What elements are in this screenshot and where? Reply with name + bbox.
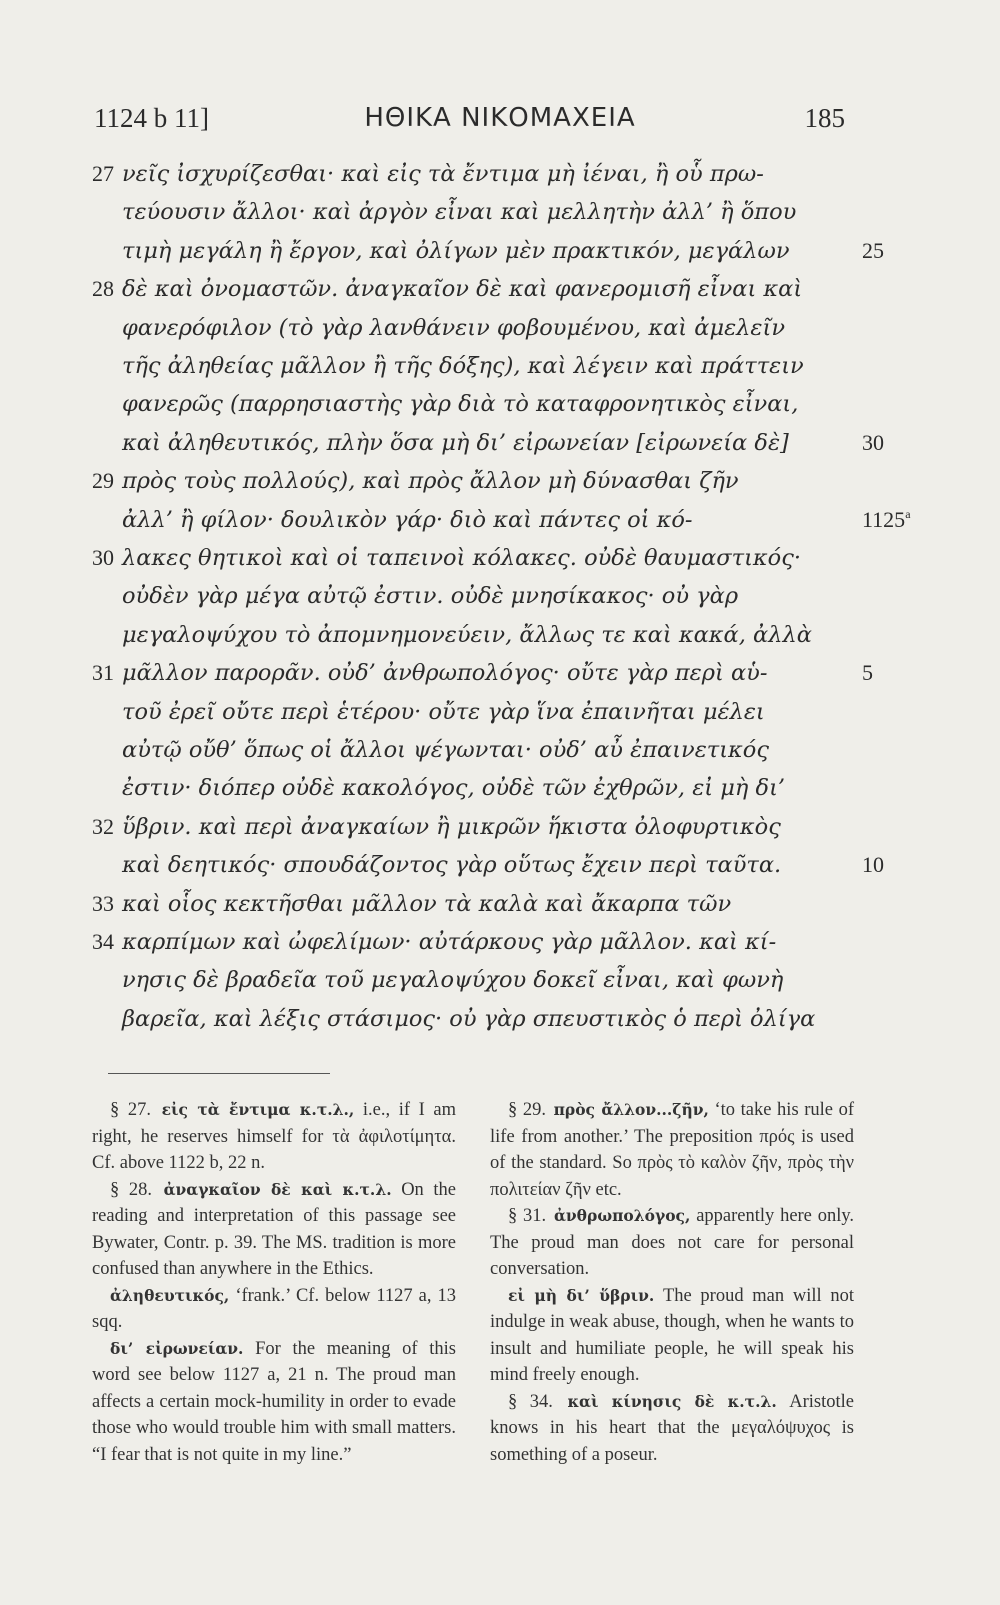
footnote-body: ‘frank.’ Cf. below 1127 a, 13 sqq.: [92, 1285, 456, 1332]
text-line: [92, 999, 852, 1039]
bekker-column-letter: a: [905, 507, 911, 521]
footnote-rule: [108, 1073, 330, 1074]
text-line: [92, 538, 852, 578]
text-line: [92, 768, 852, 808]
footnote-lemma: πρὸς ἄλλον...ζῆν,: [553, 1100, 709, 1119]
text-line: [92, 346, 852, 386]
section-number: 31: [92, 660, 114, 685]
footnote: [490, 1389, 854, 1469]
notes-column-left: [92, 1097, 456, 1468]
footnote-body: i.e., if I am right, he reserves himself for τὰ ἀφιλοτίμητα. Cf. above 1122 b, 22 n.: [92, 1100, 457, 1173]
text-line: [92, 192, 852, 232]
text-line: [92, 461, 852, 501]
section-number: 33: [92, 891, 114, 916]
text-line: [92, 922, 852, 962]
line-text: αὐτῷ οὔθ’ ὅπως οἱ ἄλλοι ψέγωνται· οὐδ’ αὖ ἐπαινετικός: [122, 737, 769, 763]
line-text: καὶ οἷος κεκτῆσθαι μᾶλλον τὰ καλὰ καὶ ἄκαρπα τῶν: [122, 891, 732, 917]
bekker-number: 10: [862, 852, 884, 877]
footnote-section: § 31.: [508, 1206, 547, 1226]
section-number: 27: [92, 161, 114, 186]
bekker-number: 25: [862, 238, 884, 263]
line-text: λακες θητικοὶ καὶ οἱ ταπεινοὶ κόλακες. οὐδὲ θαυμαστικός·: [122, 545, 801, 571]
footnote: [92, 1283, 456, 1336]
text-line: [92, 730, 852, 770]
text-line: [92, 154, 852, 194]
text-line: [92, 845, 852, 885]
line-text: μᾶλλον παρορᾶν. οὐδ’ ἀνθρωπολόγος· οὔτε γὰρ περὶ αὑ-: [122, 660, 768, 686]
line-text: μεγαλοψύχου τὸ ἀπομνημονεύειν, ἄλλως τε καὶ κακά, ἀλλὰ: [122, 622, 812, 648]
footnote-body: The proud man will not indulge in weak abuse, though, when he wants to insult and humiliate people, he will speak his mind freely enough.: [490, 1285, 854, 1385]
footnote-section: § 27.: [110, 1100, 151, 1120]
text-line: [92, 500, 852, 540]
text-line: [92, 384, 852, 424]
text-line: [92, 423, 852, 463]
bekker-line-number: [862, 423, 884, 463]
footnote-lemma: εἰ μὴ δι’ ὕβριν.: [508, 1285, 655, 1305]
text-line: [92, 807, 852, 847]
section-number: 34: [92, 929, 114, 954]
line-text: οὐδὲν γὰρ μέγα αὐτῷ ἐστιν. οὐδὲ μνησίκακος· οὐ γὰρ: [122, 583, 739, 609]
footnote-lemma: εἰς τὰ ἔντιμα κ.τ.λ.,: [161, 1100, 355, 1119]
line-text: τεύουσιν ἄλλοι· καὶ ἀργὸν εἶναι καὶ μελλητὴν ἀλλ’ ἢ ὅπου: [122, 199, 797, 225]
footnote-lemma: καὶ κίνησις δὲ κ.τ.λ.: [567, 1391, 777, 1411]
text-line: [92, 884, 852, 924]
bekker-line-number: [862, 845, 884, 885]
line-text: τῆς ἀληθείας μᾶλλον ἢ τῆς δόξης), καὶ λέγειν καὶ πράττειν: [122, 353, 804, 379]
line-text: φανερόφιλον (τὸ γὰρ λανθάνειν φοβουμένου, καὶ ἀμελεῖν: [122, 315, 785, 341]
bekker-line-number: [862, 500, 911, 540]
bekker-line-number: [862, 231, 884, 271]
text-line: [92, 615, 852, 655]
footnote-lemma: δι’ εἰρωνείαν.: [110, 1338, 244, 1358]
line-text: νεῖς ἰσχυρίζεσθαι· καὶ εἰς τὰ ἔντιμα μὴ ἰέναι, ἢ οὗ πρω-: [122, 161, 764, 187]
bekker-number: 1125: [862, 507, 906, 532]
bekker-number: 5: [862, 660, 873, 685]
footnote-body: apparently here only. The proud man does not care for personal conversation.: [490, 1206, 855, 1279]
section-number: 30: [92, 545, 114, 570]
line-text: καὶ ἀληθευτικός, πλὴν ὅσα μὴ δι’ εἰρωνείαν [εἰρωνεία δὲ]: [122, 430, 789, 456]
line-text: καὶ δεητικός· σπουδάζοντος γὰρ οὕτως ἔχειν περὶ ταῦτα.: [122, 852, 782, 878]
footnote-section: § 34.: [508, 1391, 553, 1412]
footnote: [490, 1203, 854, 1283]
line-text: ὕβριν. καὶ περὶ ἀναγκαίων ἢ μικρῶν ἥκιστα ὀλοφυρτικὸς: [122, 814, 781, 840]
footnote: [92, 1336, 456, 1469]
text-line: [92, 960, 852, 1000]
section-number: 32: [92, 814, 114, 839]
text-line: [92, 269, 852, 309]
line-text: φανερῶς (παρρησιαστὴς γὰρ διὰ τὸ καταφρονητικὸς εἶναι,: [122, 391, 799, 417]
line-text: δὲ καὶ ὀνομαστῶν. ἀναγκαῖον δὲ καὶ φανερομισῆ εἶναι καὶ: [122, 276, 803, 302]
running-head-reference: 1124 b 11]: [94, 103, 209, 133]
line-text: τοῦ ἐρεῖ οὔτε περὶ ἑτέρου· οὔτε γὰρ ἵνα ἐπαινῆται μέλει: [122, 699, 765, 725]
footnote-body: On the reading and interpretation of this passage see Bywater, Contr. p. 39. The MS. tradition is more confused than anywhere in the Ethics.: [92, 1179, 457, 1279]
line-text: βαρεῖα, καὶ λέξις στάσιμος· οὐ γὰρ σπευστικὸς ὁ περὶ ὀλίγα: [122, 1006, 816, 1032]
line-text: τιμὴ μεγάλη ἢ ἔργον, καὶ ὀλίγων μὲν πρακτικόν, μεγάλων: [122, 238, 790, 264]
bekker-number: 30: [862, 430, 884, 455]
running-head-title: ΗΘΙΚΑ ΝΙΚΟΜΑΧΕΙΑ: [364, 103, 636, 133]
footnote-lemma: ἀναγκαῖον δὲ καὶ κ.τ.λ.: [163, 1179, 392, 1199]
footnote-body: ‘to take his rule of life from another.’ The preposition πρός is used of the standard. So πρὸς τὸ καλὸν ζῆν, πρὸς τὴν πολιτείαν ζῆν etc.: [490, 1100, 854, 1200]
footnote: [490, 1097, 854, 1203]
footnote: [92, 1177, 456, 1283]
footnote-section: § 28.: [110, 1179, 152, 1200]
footnote: [490, 1283, 854, 1389]
section-number: 29: [92, 468, 114, 493]
footnote-section: § 29.: [508, 1100, 546, 1120]
line-text: καρπίμων καὶ ὠφελίμων· αὐτάρκους γὰρ μᾶλλον. καὶ κί-: [122, 929, 777, 955]
text-line: [92, 692, 852, 732]
footnote-lemma: ἀνθρωπολόγος,: [554, 1206, 691, 1225]
line-text: ἀλλ’ ἢ φίλον· δουλικὸν γάρ· διὸ καὶ πάντες οἱ κό-: [122, 507, 693, 533]
text-line: [92, 653, 852, 693]
line-text: ἐστιν· διόπερ οὐδὲ κακολόγος, οὐδὲ τῶν ἐχθρῶν, εἰ μὴ δι’: [122, 775, 786, 801]
line-text: νησις δὲ βραδεῖα τοῦ μεγαλοψύχου δοκεῖ εἶναι, καὶ φωνὴ: [122, 967, 784, 993]
page-number: 185: [804, 103, 845, 133]
text-line: [92, 576, 852, 616]
bekker-line-number: [862, 653, 873, 693]
footnote-lemma: ἀληθευτικός,: [110, 1285, 230, 1305]
footnote-body: For the meaning of this word see below 1127 a, 21 n. The proud man affects a certain mock-humility in order to evade those who would trouble him with small matters. “I fear that is not quite in my line.”: [92, 1338, 456, 1465]
text-line: [92, 308, 852, 348]
line-text: πρὸς τοὺς πολλούς), καὶ πρὸς ἄλλον μὴ δύνασθαι ζῆν: [122, 468, 739, 494]
text-line: [92, 231, 852, 271]
notes-column-right: [490, 1097, 854, 1468]
section-number: 28: [92, 276, 114, 301]
footnote: [92, 1097, 456, 1177]
footnote-body: Aristotle knows in his heart that the μεγαλόψυχος is something of a poseur.: [490, 1391, 855, 1465]
